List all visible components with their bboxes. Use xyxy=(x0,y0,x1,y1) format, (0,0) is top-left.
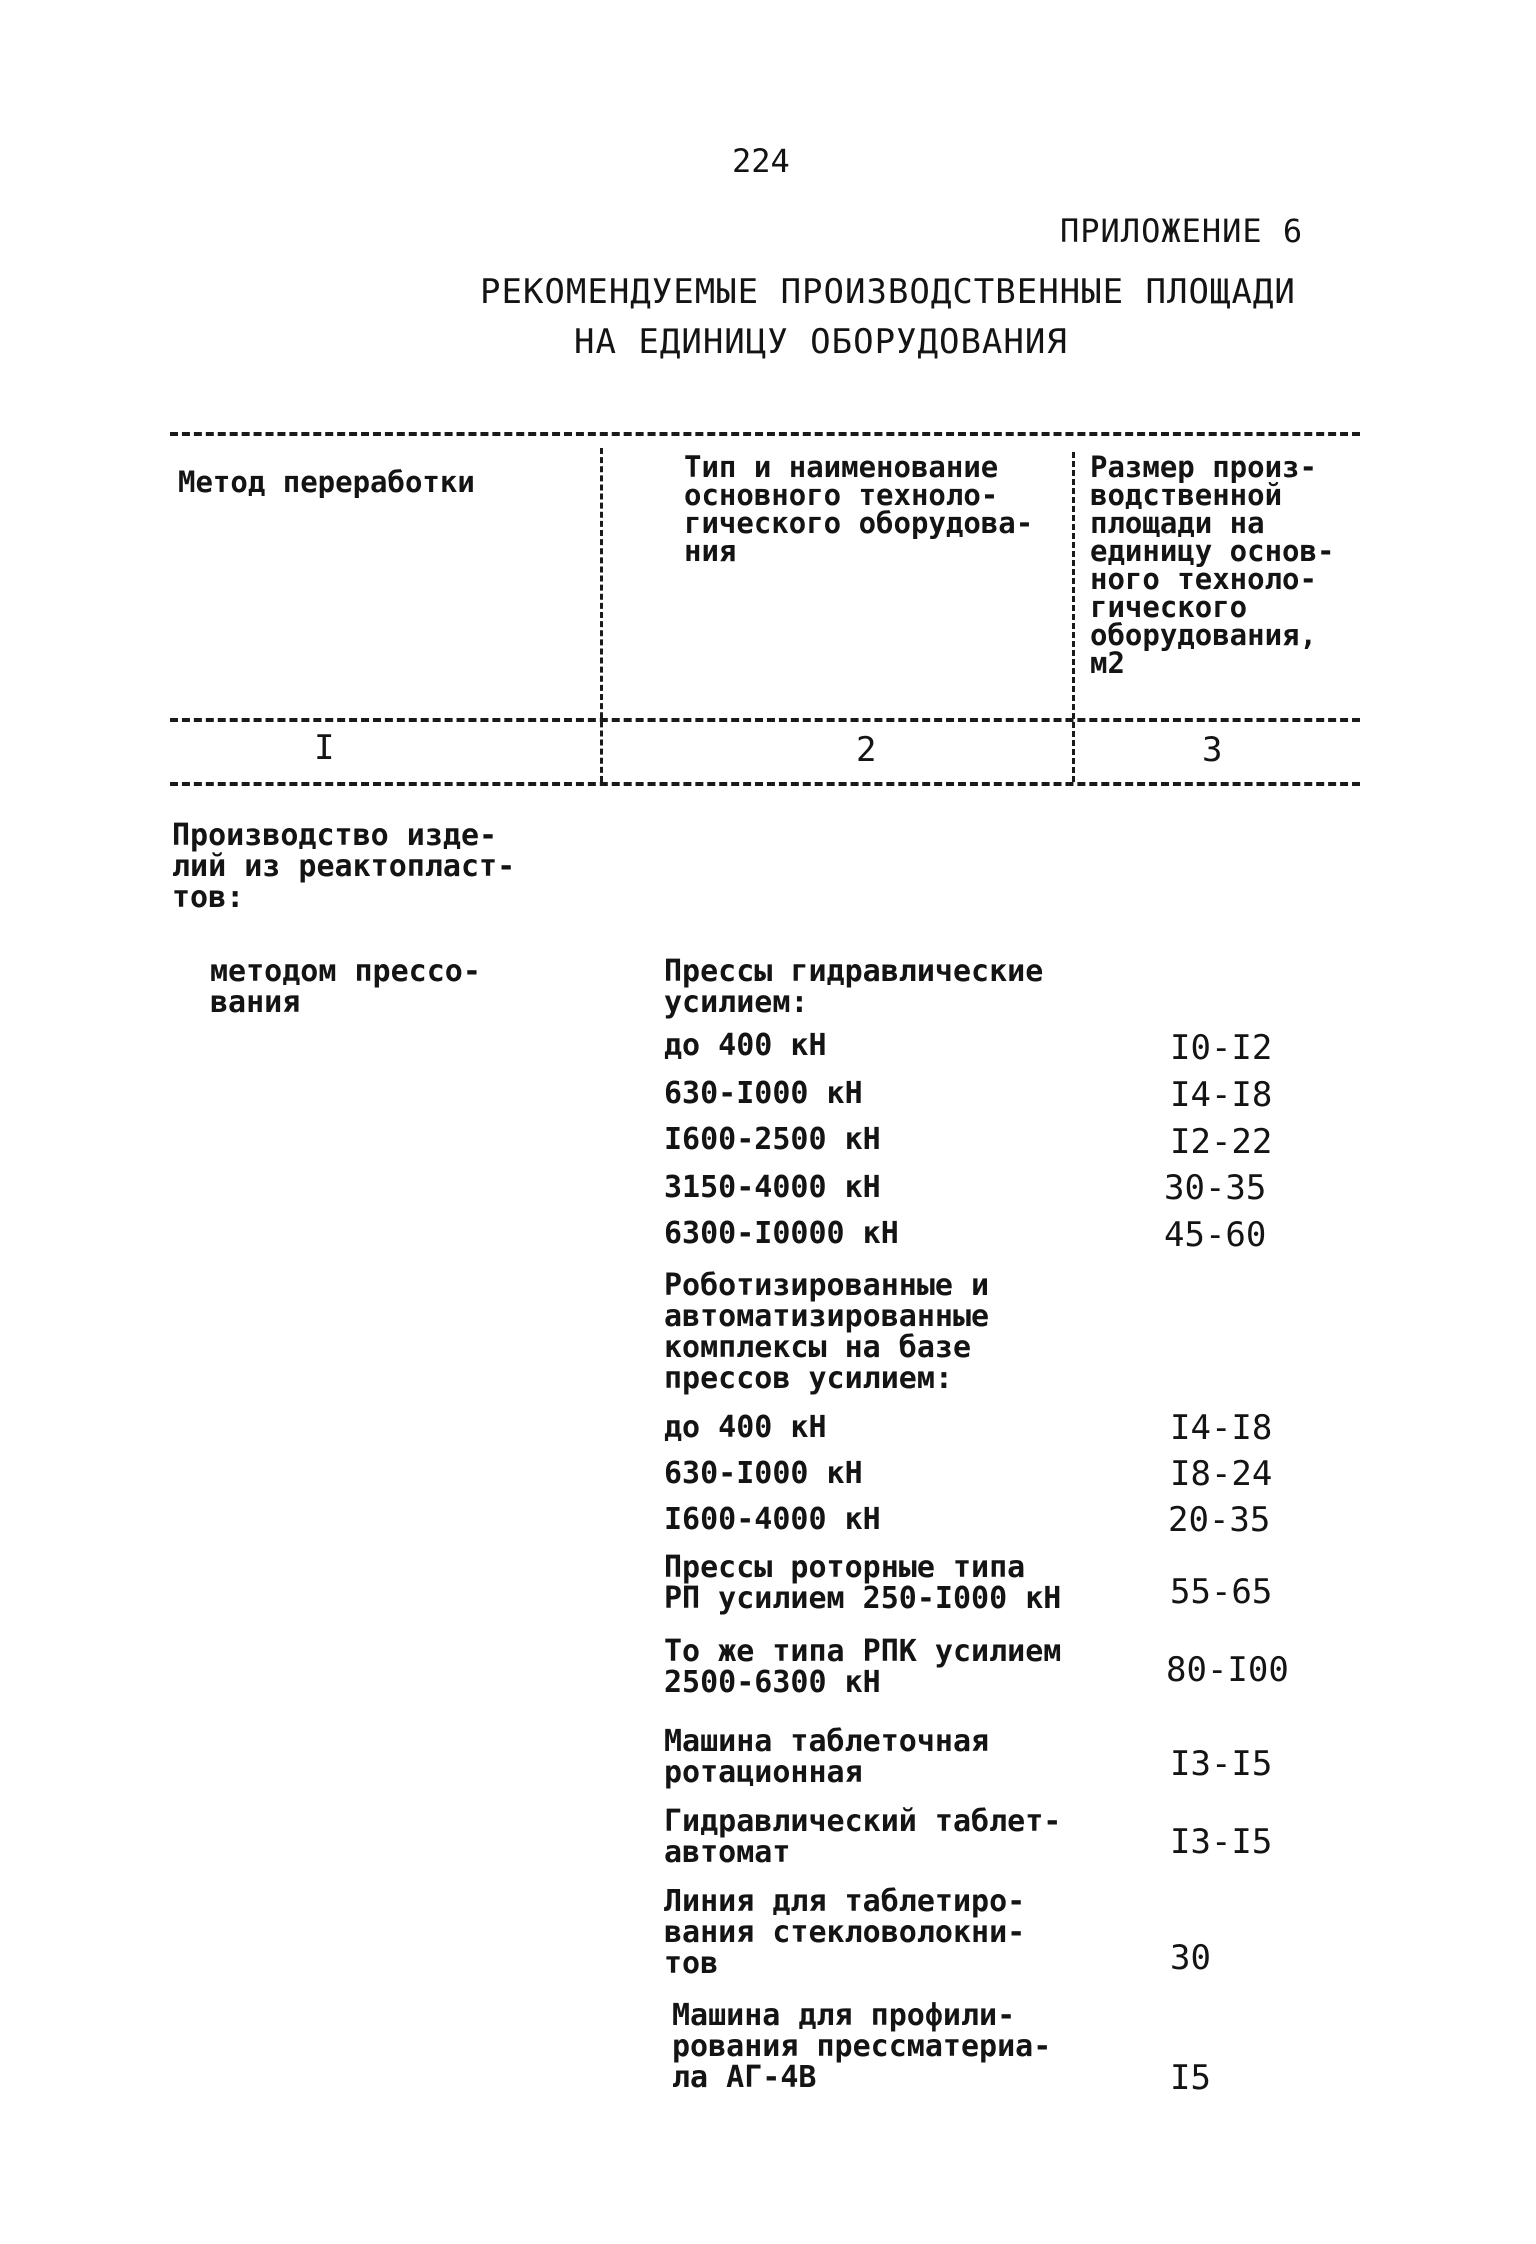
table-row-area: I8-24 xyxy=(1170,1454,1273,1494)
table-row-equipment: То же типа РПК усилием 2500-6300 кН xyxy=(664,1634,1062,1700)
table-row-area: 20-35 xyxy=(1168,1500,1271,1540)
column-header-method: Метод переработки xyxy=(178,465,475,499)
table-column-divider-2 xyxy=(1072,452,1075,782)
document-title-line-1: РЕКОМЕНДУЕМЫЕ ПРОИЗВОДСТВЕННЫЕ ПЛОЩАДИ xyxy=(480,272,1296,312)
column-number-3: 3 xyxy=(1202,730,1223,770)
column-number-2: 2 xyxy=(856,730,877,770)
table-row-equipment: Прессы гидравлические усилием: xyxy=(664,954,1044,1020)
table-row-equipment: Прессы роторные типа РП усилием 250-I000 кН xyxy=(664,1550,1062,1616)
column-header-area: Размер произ- водственной площади на единицу основ- ного техноло- гического оборудования, м2 xyxy=(1090,450,1335,680)
table-row-equipment: 3150-4000 кН xyxy=(664,1170,881,1205)
table-row-equipment: I600-2500 кН xyxy=(664,1122,881,1157)
appendix-label: ПРИЛОЖЕНИЕ 6 xyxy=(1060,212,1304,250)
table-row-area: 45-60 xyxy=(1164,1215,1267,1255)
table-row-area: 30-35 xyxy=(1164,1168,1267,1208)
table-row-equipment: 630-I000 кН xyxy=(664,1456,863,1491)
table-column-divider-1 xyxy=(600,448,603,782)
table-row-area: I4-I8 xyxy=(1170,1408,1273,1448)
table-row-equipment: 630-I000 кН xyxy=(664,1076,863,1111)
table-row-equipment: I600-4000 кН xyxy=(664,1502,881,1537)
document-title-line-2: НА ЕДИНИЦУ ОБОРУДОВАНИЯ xyxy=(574,322,1068,362)
table-row-area: I3-I5 xyxy=(1170,1744,1273,1784)
table-row-equipment: Машина таблеточная ротационная xyxy=(664,1724,990,1790)
table-row-equipment: Роботизированные и автоматизированные комплексы на базе прессов усилием: xyxy=(664,1268,990,1396)
table-row-equipment: до 400 кН xyxy=(664,1410,827,1445)
table-numbers-rule xyxy=(170,782,1360,786)
table-row-equipment: до 400 кН xyxy=(664,1028,827,1063)
table-row-equipment: Линия для таблетиро- вания стекловолокни- тов xyxy=(664,1884,1026,1981)
table-header-rule xyxy=(170,718,1360,722)
table-row-area: I5 xyxy=(1170,2058,1211,2098)
page-number: 224 xyxy=(732,142,790,180)
table-row-area: I2-22 xyxy=(1170,1122,1273,1162)
table-row-area: 80-I00 xyxy=(1166,1650,1289,1690)
table-top-rule xyxy=(170,432,1360,436)
table-row-area: 30 xyxy=(1170,1938,1211,1978)
table-row-area: I0-I2 xyxy=(1170,1028,1273,1068)
column-number-1: I xyxy=(314,728,335,768)
method-label: методом прессо- вания xyxy=(210,954,481,1020)
table-row-equipment: 6300-I0000 кН xyxy=(664,1216,899,1251)
table-row-area: I3-I5 xyxy=(1170,1822,1273,1862)
table-row-equipment: Гидравлический таблет- автомат xyxy=(664,1804,1062,1870)
table-row-area: 55-65 xyxy=(1170,1572,1273,1612)
table-row-equipment: Машина для профили- рования пресcматериа- ла АГ-4В xyxy=(672,1998,1052,2095)
column-header-equipment: Тип и наименование основного техноло- гического оборудова- ния xyxy=(684,450,1034,568)
section-title: Производство изде- лий из реактопласт- тов: xyxy=(172,818,516,915)
table-row-area: I4-I8 xyxy=(1170,1075,1273,1115)
